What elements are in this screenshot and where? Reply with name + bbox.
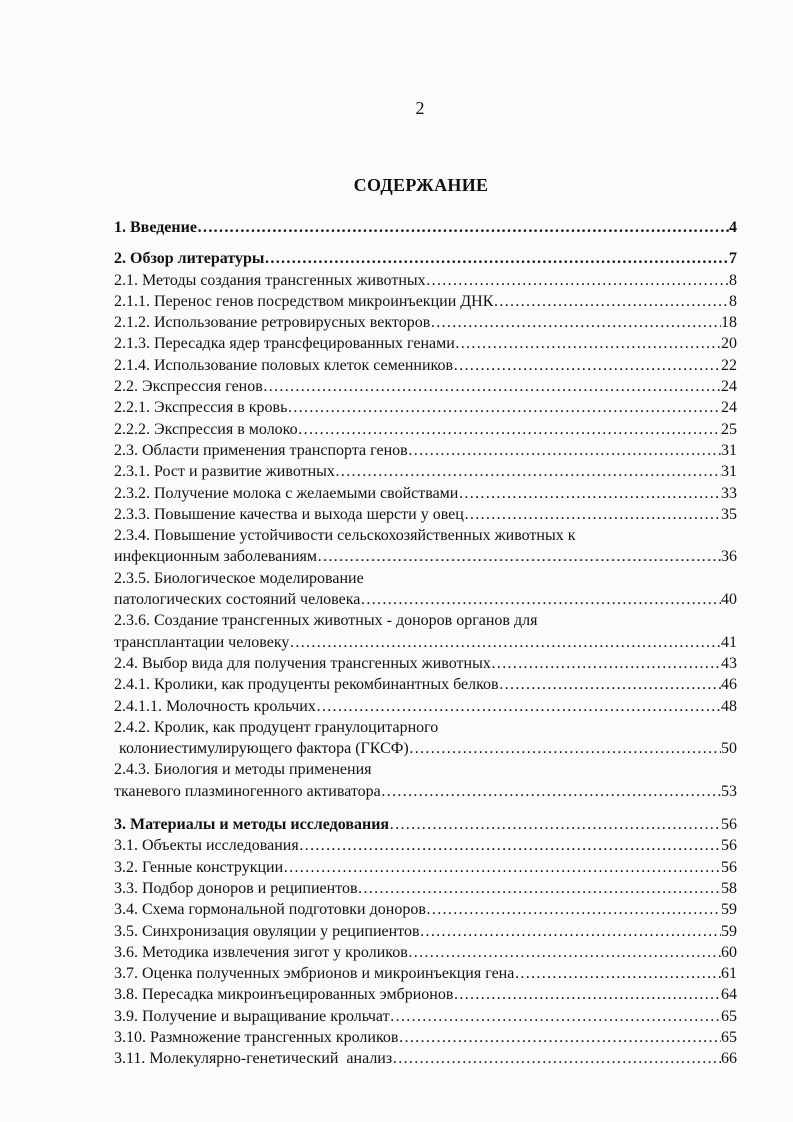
- toc-entry[interactable]: [114, 461, 737, 482]
- toc-entry-page: 50: [721, 740, 737, 758]
- toc-entry[interactable]: [114, 963, 737, 984]
- toc-entry-page: 48: [721, 697, 737, 715]
- toc-entry-label: 3.10. Размножение трансгенных кроликов: [114, 1028, 399, 1046]
- toc-entry-page: 24: [721, 399, 737, 417]
- toc-entry-label: 3.8. Пересадка микроинъецированных эмбрионов: [114, 986, 454, 1004]
- toc-leader-dots: [264, 248, 729, 269]
- toc-entry[interactable]: [114, 781, 737, 802]
- toc-entry-label: 3.7. Оценка полученных эмбрионов и микроинъекция гена: [114, 965, 515, 983]
- toc-leader-dots: [420, 921, 721, 942]
- toc-leader-dots: [335, 461, 721, 482]
- toc-entry-label: 3.4. Схема гормональной подготовки доноров: [114, 901, 426, 919]
- toc-leader-dots: [493, 291, 729, 312]
- toc-entry-label: 2.1.1. Перенос генов посредством микроинъекции ДНК: [114, 292, 494, 310]
- toc-leader-dots: [317, 546, 721, 567]
- toc-entry-label: 2.4.1. Кролики, как продуценты рекомбинантных белков: [114, 676, 499, 694]
- toc-leader-dots: [455, 333, 721, 354]
- toc-entry-label: 3.1. Объекты исследования: [114, 837, 299, 855]
- toc-entry[interactable]: [114, 291, 737, 312]
- toc-entry-label: тканевого плазминогенного активатора: [114, 782, 381, 800]
- toc-entry-label: 2.2.1. Экспрессия в кровь: [114, 399, 288, 417]
- toc-leader-dots: [491, 653, 721, 674]
- toc-entry-label: 2.1.2. Использование ретровирусных векторов: [114, 314, 431, 332]
- toc-entry[interactable]: [114, 632, 737, 653]
- toc-entry-label: 3.11. Молекулярно-генетический анализ: [114, 1050, 393, 1068]
- toc-leader-dots: [390, 1006, 721, 1027]
- toc-entry-page: 8: [729, 271, 737, 289]
- toc-entry-first-line[interactable]: 2.4.2. Кролик, как продуцент гранулоцитарного: [114, 718, 439, 736]
- toc-leader-dots: [408, 440, 721, 461]
- toc-entry[interactable]: [114, 504, 737, 525]
- toc-entry-label: 3.6. Методика извлечения зигот у кроликов: [114, 943, 408, 961]
- toc-entry-page: 65: [721, 1028, 737, 1046]
- toc-entry-page: 56: [721, 837, 737, 855]
- toc-entry[interactable]: [114, 589, 737, 610]
- toc-entry-label: 2.2.2. Экспрессия в молоко: [114, 420, 298, 438]
- toc-leader-dots: [409, 738, 721, 759]
- toc-leader-dots: [283, 857, 721, 878]
- toc-entry-label: 2.1.4. Использование половых клеток семенников: [114, 356, 454, 374]
- toc-leader-dots: [499, 674, 721, 695]
- toc-entry-page: 33: [721, 484, 737, 502]
- toc-entry-label: 2.4.1.1. Молочность крольчих: [114, 697, 316, 715]
- toc-leader-dots: [408, 942, 721, 963]
- table-of-contents: [114, 217, 737, 1070]
- toc-entry-label: трансплантации человеку: [114, 633, 290, 651]
- toc-entry-page: 20: [721, 335, 737, 353]
- toc-entry-page: 7: [729, 250, 737, 268]
- toc-entry[interactable]: [114, 1027, 737, 1048]
- toc-entry[interactable]: [114, 312, 737, 333]
- toc-entry-page: 31: [721, 463, 737, 481]
- toc-entry[interactable]: [114, 857, 737, 878]
- toc-leader-dots: [360, 589, 721, 610]
- toc-leader-dots: [299, 835, 721, 856]
- toc-leader-dots: [398, 1027, 721, 1048]
- toc-entry-page: 61: [721, 965, 737, 983]
- toc-entry-page: 36: [721, 548, 737, 566]
- toc-entry-label: 3.2. Генные конструкции: [114, 858, 284, 876]
- toc-entry[interactable]: [114, 419, 737, 440]
- toc-entry-page: 60: [721, 943, 737, 961]
- toc-entry[interactable]: [114, 942, 737, 963]
- toc-entry-label: 2. Обзор литературы: [114, 250, 265, 268]
- toc-entry-first-line[interactable]: 2.3.6. Создание трансгенных животных - доноров органов для: [114, 612, 538, 630]
- toc-leader-dots: [289, 632, 721, 653]
- toc-entry[interactable]: [114, 546, 737, 567]
- toc-entry-label: колониестимулирующего фактора (ГКСФ): [119, 740, 409, 758]
- toc-entry-label: 2.1.3. Пересадка ядер трансфецированных генами: [114, 335, 455, 353]
- toc-entry[interactable]: [114, 653, 737, 674]
- toc-entry-page: 22: [721, 356, 737, 374]
- toc-leader-dots: [389, 814, 721, 835]
- toc-entry-page: 66: [721, 1050, 737, 1068]
- toc-entry-page: 56: [721, 816, 737, 834]
- toc-entry-literature-review[interactable]: [114, 248, 737, 269]
- toc-entry-page: 43: [721, 654, 737, 672]
- toc-leader-dots: [287, 397, 721, 418]
- toc-leader-dots: [464, 504, 721, 525]
- toc-leader-dots: [381, 781, 721, 802]
- toc-entry-label: 2.4. Выбор вида для получения трансгенных животных: [114, 654, 491, 672]
- toc-leader-dots: [316, 696, 721, 717]
- toc-entry-page: 46: [721, 676, 737, 694]
- toc-leader-dots: [197, 217, 729, 238]
- toc-entry[interactable]: [114, 899, 737, 920]
- toc-entry-label: 3.3. Подбор доноров и реципиентов: [114, 879, 358, 897]
- toc-entry[interactable]: [114, 984, 737, 1005]
- toc-entry-page: 4: [729, 219, 737, 236]
- toc-entry-label: 3.5. Синхронизация овуляции у реципиентов: [114, 922, 420, 940]
- page-number: 2: [415, 98, 425, 118]
- toc-entry-page: 65: [721, 1007, 737, 1025]
- toc-entry-label: 2.2. Экспрессия генов: [114, 378, 263, 396]
- toc-entry-label: 2.3.2. Получение молока с желаемыми свойствами: [114, 484, 459, 502]
- toc-entry-label: 2.3. Области применения транспорта генов: [114, 441, 408, 459]
- toc-leader-dots: [458, 483, 721, 504]
- toc-entry-first-line[interactable]: 2.3.5. Биологическое моделирование: [114, 569, 364, 587]
- toc-entry-label: 3. Материалы и методы исследования: [114, 816, 390, 834]
- toc-leader-dots: [430, 312, 721, 333]
- toc-entry-label: инфекционным заболеваниям: [114, 548, 317, 566]
- toc-leader-dots: [392, 1048, 721, 1069]
- toc-leader-dots: [514, 963, 721, 984]
- toc-entry[interactable]: [114, 878, 737, 899]
- toc-entry-page: 35: [721, 505, 737, 523]
- toc-entry-materials-methods[interactable]: [114, 814, 737, 835]
- toc-entry-page: 59: [721, 922, 737, 940]
- toc-entry-page: 41: [721, 633, 737, 651]
- toc-entry[interactable]: [114, 270, 737, 291]
- toc-leader-dots: [453, 355, 721, 376]
- toc-entry-page: 31: [721, 441, 737, 459]
- toc-leader-dots: [358, 878, 721, 899]
- toc-entry-page: 8: [729, 292, 737, 310]
- toc-entry[interactable]: [114, 921, 737, 942]
- toc-entry-label: 2.3.1. Рост и развитие животных: [114, 463, 335, 481]
- toc-entry[interactable]: [114, 333, 737, 354]
- toc-entry[interactable]: [114, 376, 737, 397]
- toc-entry-page: 25: [721, 420, 737, 438]
- toc-entry-introduction[interactable]: [114, 217, 737, 238]
- toc-entry[interactable]: [114, 696, 737, 717]
- toc-entry-label: патологических состояний человека: [114, 591, 361, 609]
- toc-leader-dots: [426, 270, 729, 291]
- toc-entry[interactable]: [114, 1006, 737, 1027]
- toc-entry[interactable]: [114, 483, 737, 504]
- toc-entry-page: 59: [721, 901, 737, 919]
- toc-entry-first-line[interactable]: 2.4.3. Биология и методы применения: [114, 761, 372, 779]
- toc-leader-dots: [263, 376, 721, 397]
- toc-entry[interactable]: [114, 738, 737, 759]
- toc-leader-dots: [453, 984, 721, 1005]
- toc-entry-label: 2.3.3. Повышение качества и выхода шерсти у овец: [114, 505, 464, 523]
- toc-entry[interactable]: [114, 1048, 737, 1069]
- toc-entry[interactable]: [114, 674, 737, 695]
- toc-leader-dots: [298, 419, 721, 440]
- toc-entry-label: 3.9. Получение и выращивание крольчат: [114, 1007, 390, 1025]
- toc-entry-page: 58: [721, 879, 737, 897]
- toc-entry-label: 2.1. Методы создания трансгенных животных: [114, 271, 426, 289]
- toc-leader-dots: [426, 899, 721, 920]
- toc-entry-page: 53: [721, 782, 737, 800]
- toc-entry[interactable]: [114, 440, 737, 461]
- toc-entry-page: 40: [721, 591, 737, 609]
- toc-entry[interactable]: [114, 397, 737, 418]
- toc-entry-page: 56: [721, 858, 737, 876]
- toc-entry-first-line[interactable]: 2.3.4. Повышение устойчивости сельскохозяйственных животных к: [114, 527, 576, 545]
- toc-entry[interactable]: [114, 355, 737, 376]
- toc-entry[interactable]: [114, 835, 737, 856]
- toc-entry-page: 24: [721, 378, 737, 396]
- toc-entry-page: 18: [721, 314, 737, 332]
- toc-entry-label: 1. Введение: [114, 219, 197, 236]
- toc-entry-page: 64: [721, 986, 737, 1004]
- page-title: СОДЕРЖАНИЕ: [353, 175, 489, 195]
